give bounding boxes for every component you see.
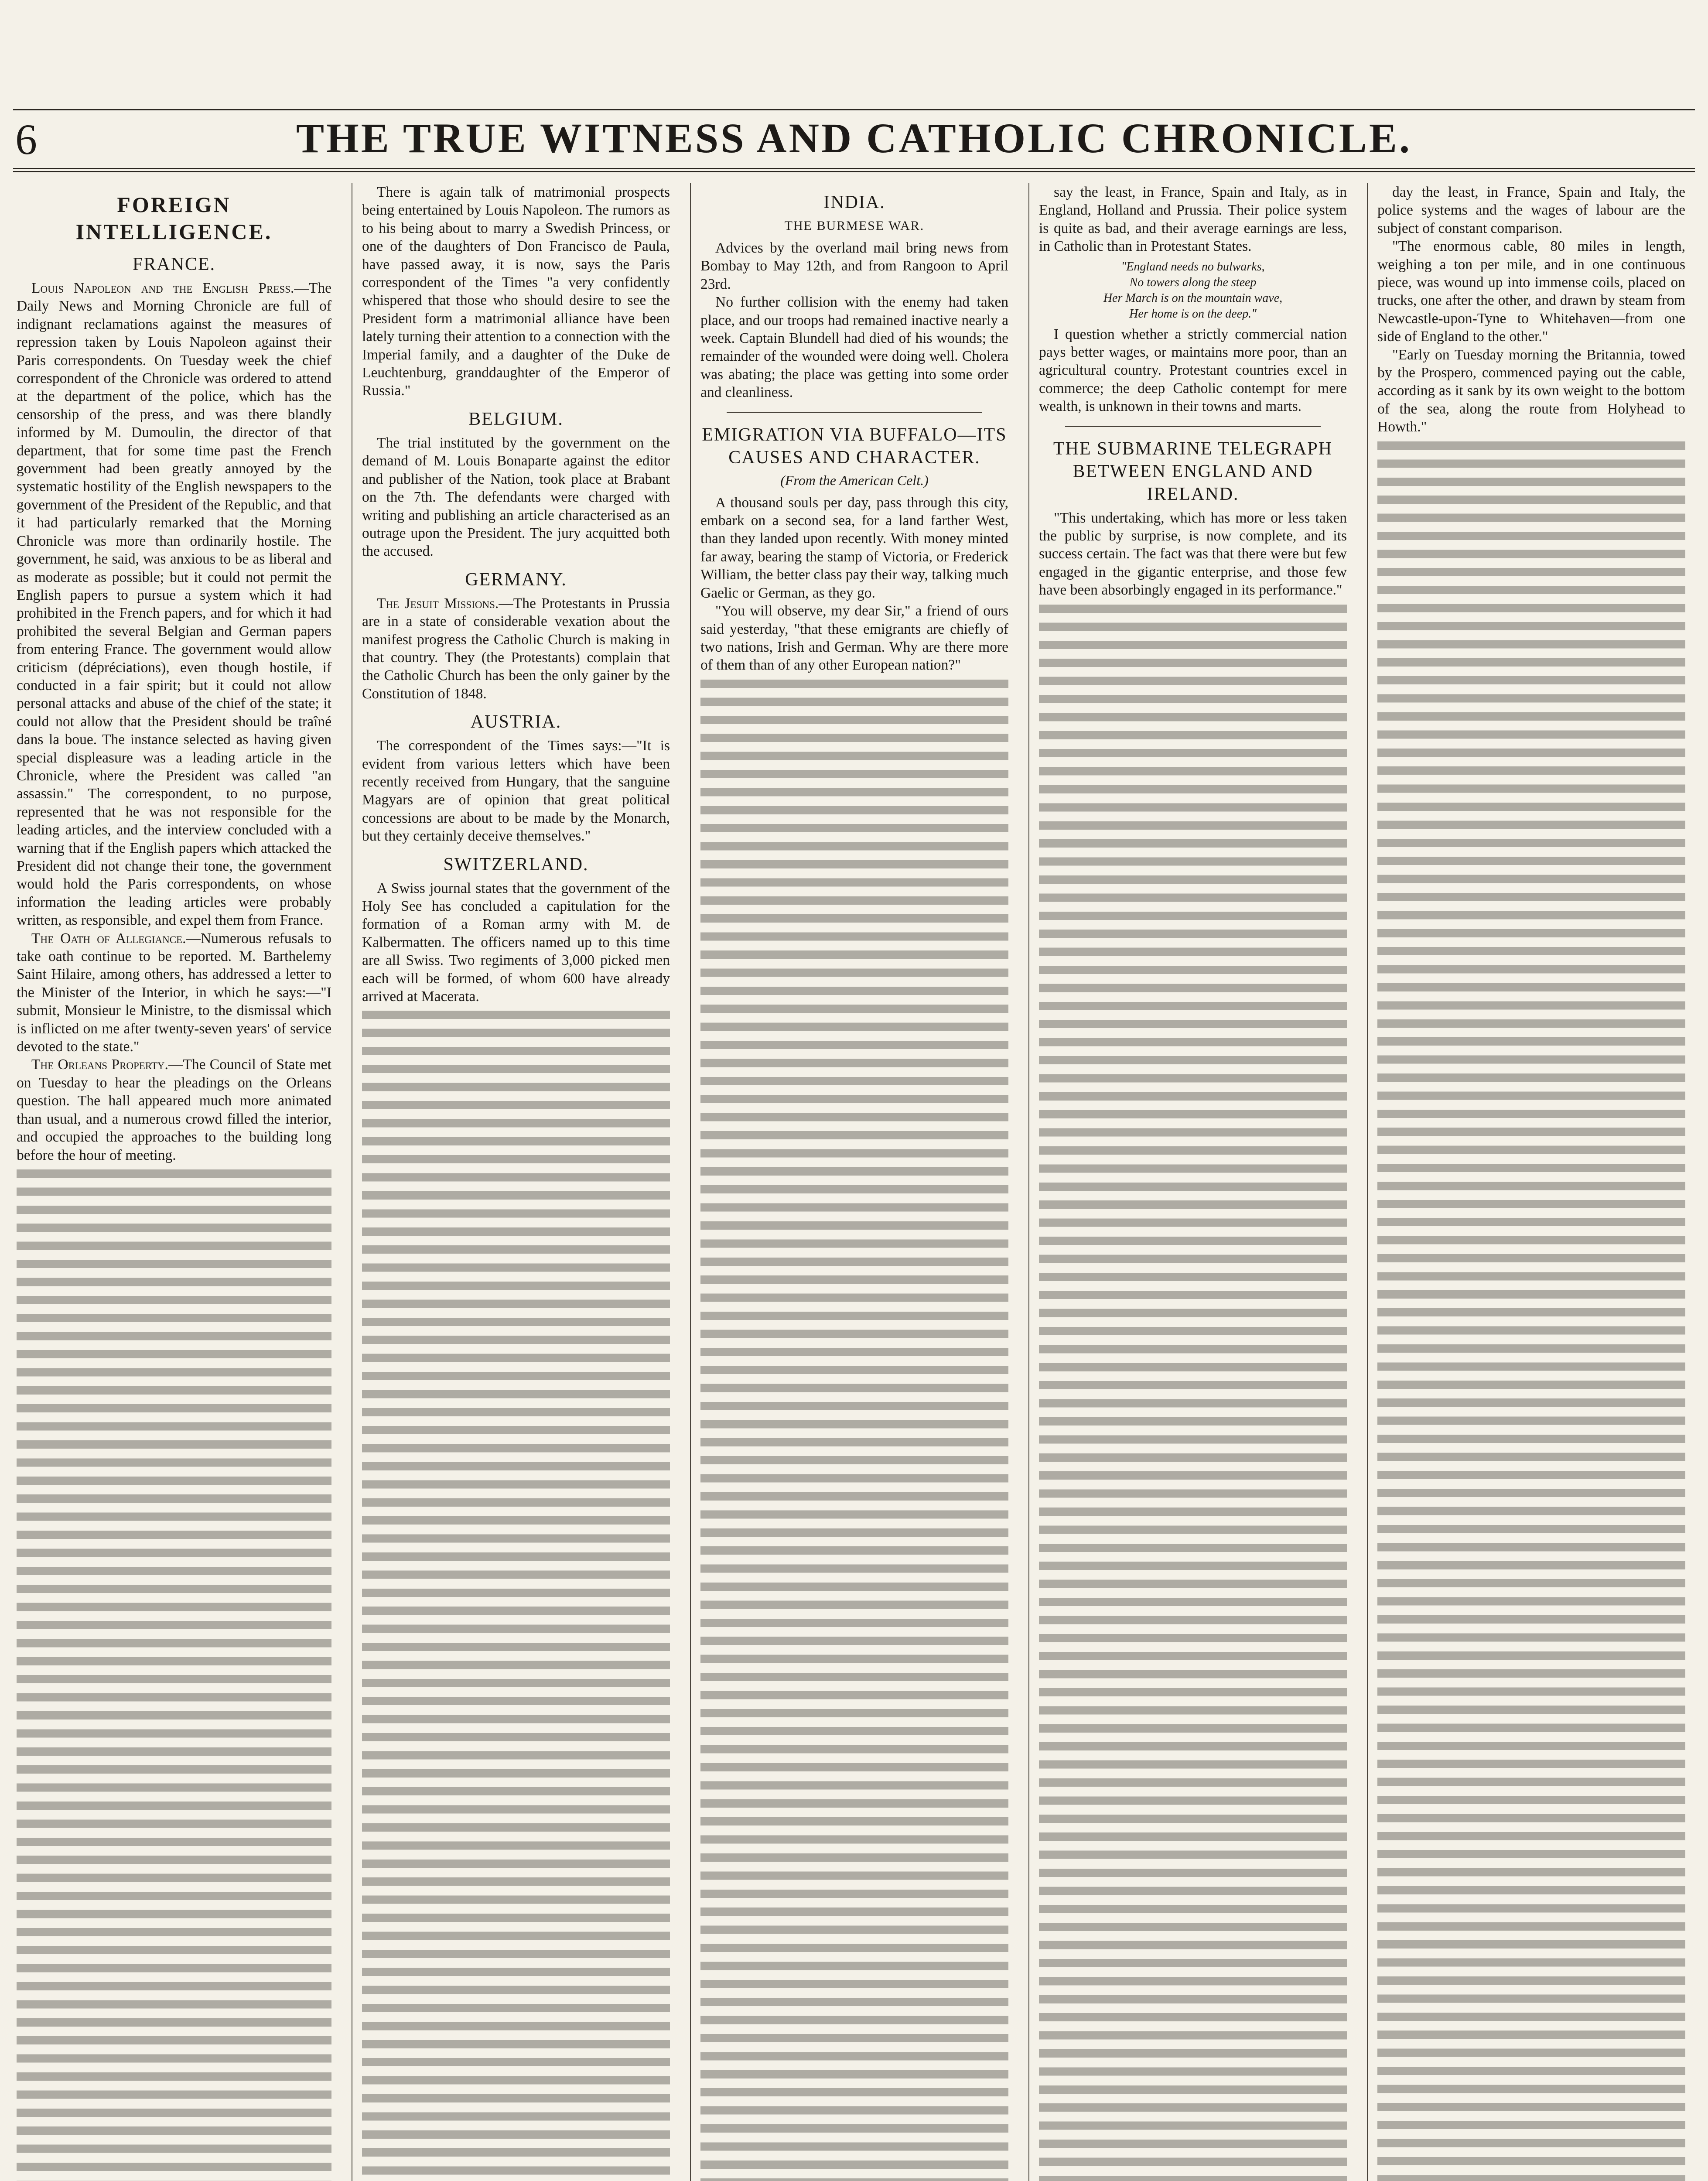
column-3-continued-text (700, 674, 1008, 2181)
india-body-2: No further collision with the enemy had taken place, and our troops had remained inactive nearly a week. Captain Blundell had died of his wounds; the remainder of the wounded were doing well. Cholera was abating; the place was getting into some order and cleanliness. (700, 294, 1008, 401)
france-heading: FRANCE. (132, 254, 216, 274)
column-3 (690, 183, 1018, 2181)
india-heading: INDIA. (823, 192, 885, 212)
column-5-top-body: day the least, in France, Spain and Italy, the police systems and the wages of labour are the subject of constant comparison. (1377, 184, 1685, 236)
orleans-body: —The Council of State met on Tuesday to hear the pleadings on the Orleans question. The hall appeared much more animated than usual, and a numerous crowd filled the interior, and occupied the approaches to the building long before the hour of meeting. (17, 1056, 331, 1163)
germany-body: —The Protestants in Prussia are in a state of considerable vexation about the manifest progress the Catholic Church is making in that country. They (the Protestants) complain that the Catholic Church has been the only gainer by the Constitution of 1848. (362, 595, 670, 702)
belgium-body: The trial instituted by the government on the demand of M. Louis Bonaparte against the editor and publisher of the Nation, took place at Brabant on the 7th. The defendants were charged with writing and publishing an article characterised as an outrage upon the President. The jury acquitted both the accused. (362, 434, 670, 560)
column-5 (1367, 183, 1695, 2181)
orleans-lead: The Orleans Property. (31, 1056, 168, 1073)
france-lead: Louis Napoleon and the English Press. (31, 280, 294, 296)
poem-quote (1039, 259, 1347, 322)
austria-article (362, 737, 670, 845)
column-4-top-body: say the least, in France, Spain and Italy, as in England, Holland and Prussia. Their police system is quite as bad, and their average earnings are less, in Catholic than in Protestant States. (1039, 184, 1347, 255)
emigration-article (700, 494, 1008, 674)
france-body: —The Daily News and Morning Chronicle are full of indignant reclamations against the measures of repression taken by Louis Napoleon against their Paris correspondents. On Tuesday week the chief correspondent of the Chronicle was ordered to attend at the department of the police, which has the censorship of the press, and was there blandly informed by M. Dumoulin, the director of that department, that for some time past the French government had been greatly annoyed by the systematic hostility of the English newspapers to the government of the President of the Republic, and that it had particularly remarked that the Morning Chronicle was more than ordinarily hostile. The government, he said, was anxious to be as liberal and as moderate as possible; but it could not permit the English papers to pursue a system which it had prohibited in the French papers, and for which it had prohibited the several Belgian and German papers from entering France. The government would allow criticism (dépréciations), even though hostile, if conducted in a fair spirit; but it could not allow personal attacks and abuse of the chief of the state; it could not allow that the President should be traîné dans la boue. The instance selected as having given special displeasure was a leading article in the Chronicle, where the President was called "an assassin." The correspondent, to no purpose, represented that he was not responsible for the leading articles, and the interview concluded with a warning that if the English papers which attacked the President did not change their tone, the government would hold the Paris correspondents, on whose information the leading articles were probably written, as responsible, and expel them from France. (17, 280, 331, 929)
page-number: 6 (15, 115, 37, 164)
column-5-end-body: "Early on Tuesday morning the Britannia, towed by the Prospero, commenced paying out the cable, according as it sank by its own weight to the bottom of the sea, along the route from Holyhead to Howth." (1377, 346, 1685, 435)
oath-body: —Numerous refusals to take oath continue to be reported. M. Barthelemy Saint Hilaire, among others, has addressed a letter to the Minister of the Interior, in which he says:—"I submit, Monsieur le Ministre, to the dismissal which is inflicted on me after twenty-seven years' of service devoted to the state." (17, 930, 331, 1055)
emigration-continued-2 (1039, 325, 1347, 416)
austria-heading: AUSTRIA. (470, 712, 562, 732)
oath-lead: The Oath of Allegiance. (31, 930, 186, 947)
column-1 (13, 183, 341, 2181)
section-title: FOREIGN INTELLIGENCE. (75, 192, 273, 244)
switzerland-heading: SWITZERLAND. (443, 854, 589, 875)
telegraph-heading: THE SUBMARINE TELEGRAPH BETWEEN ENGLAND AND IRELAND. (1053, 438, 1333, 504)
emigration-source: (From the American Celt.) (780, 472, 929, 488)
masthead-bottom-rule (13, 168, 1695, 172)
matrimonial-body: There is again talk of matrimonial prospects being entertained by Louis Napoleon. The rumors as to his being about to marry a Swedish Princess, or one of the daughters of Don Francisco de Paula, have passed away, it is now, says the Paris correspondent of the Times "a very confidently whispered that those who should desire to see the President form a matrimonial alliance have been lately turning their attention to a connection with the Imperial family, and a daughter of the Duke de Leuchtenburg, granddaughter of the Emperor of Russia." (362, 184, 670, 399)
switzerland-body: A Swiss journal states that the government of the Holy See has concluded a capitulation for the formation of a Roman army with M. de Kalbermatten. The officers named up to this time are all Swiss. Two regiments of 3,000 picked men each will be formed, of whom 600 have already arrived at Macerata. (362, 880, 670, 1005)
masthead (0, 0, 1708, 192)
emigration-body-1: A thousand souls per day, pass through this city, embark on a second sea, for a land farther West, than they landed upon recently. With money minted far away, bearing the stamp of Victoria, or Frederick William, the better class pay their way, talking much Gaelic or German, as they go. (700, 494, 1008, 601)
poem-line-3: Her March is on the mountain wave, (1103, 291, 1283, 305)
germany-article (362, 595, 670, 703)
newspaper-title: THE TRUE WITNESS AND CATHOLIC CHRONICLE. (296, 115, 1412, 161)
belgium-article (362, 434, 670, 561)
column-5-article (1377, 183, 1685, 436)
india-article (700, 239, 1008, 402)
poem-line-4: Her home is on the deep." (1129, 307, 1257, 321)
columns (13, 183, 1695, 2181)
burmese-war-subheading: THE BURMESE WAR. (784, 219, 925, 233)
jesuit-lead: The Jesuit Missions. (377, 595, 499, 612)
column-4-mid-body: I question whether a strictly commercial nation pays better wages, or maintains more poor, than an agricultural country. Protestant countries excel in commerce; the deep Catholic contempt for mere wealth, is unknown in their towns and marts. (1039, 326, 1347, 415)
telegraph-body: "This undertaking, which has more or less taken the public by surprise, is now complete, and its success certain. The fact was that there were but few engaged in the gigantic enterprise, and those few have been absorbingly engaged in its performance." (1039, 509, 1347, 598)
column-5-body: "The enormous cable, 80 miles in length, weighing a ton per mile, and in one continuous piece, was wound up into immense coils, placed on trucks, one after the other, and drawn by steam from Newcastle-upon-Tyne to Whitehaven—from one side of England to the other." (1377, 238, 1685, 345)
emigration-continued (1039, 183, 1347, 256)
column-1-continued-text (17, 1164, 331, 2181)
austria-body: The correspondent of the Times says:—"It is evident from various letters which have been recently received from Hungary, that the sanguine Magyars are of opinion that great political concessions are about to be made by the Monarch, but they certainly deceive themselves." (362, 738, 670, 844)
emigration-body-2: "You will observe, my dear Sir," a friend of ours said yesterday, "that these emigrants are chiefly of two nations, Irish and German. Why are there more of them than of any other European nation?" (700, 603, 1008, 673)
column-2 (352, 183, 680, 2181)
article-divider (1065, 426, 1321, 427)
column-4 (1028, 183, 1356, 2181)
emigration-heading: EMIGRATION VIA BUFFALO—ITS CAUSES AND CHARACTER. (702, 424, 1007, 468)
column-5-continued-text (1377, 436, 1685, 2181)
matrimonial-article (362, 183, 670, 400)
telegraph-article (1039, 509, 1347, 599)
article-divider (727, 412, 982, 413)
masthead-top-rule (13, 109, 1695, 110)
belgium-heading: BELGIUM. (468, 409, 564, 429)
switzerland-article (362, 879, 670, 1006)
france-article (17, 279, 331, 1164)
germany-heading: GERMANY. (465, 569, 567, 590)
india-body-1: Advices by the overland mail bring news from Bombay to May 12th, and from Rangoon to April 23rd. (700, 240, 1008, 292)
column-2-continued-text (362, 1005, 670, 2181)
poem-line-2: No towers along the steep (1129, 275, 1257, 289)
poem-line-1: "England needs no bulwarks, (1121, 260, 1265, 273)
column-4-continued-text (1039, 599, 1347, 2181)
